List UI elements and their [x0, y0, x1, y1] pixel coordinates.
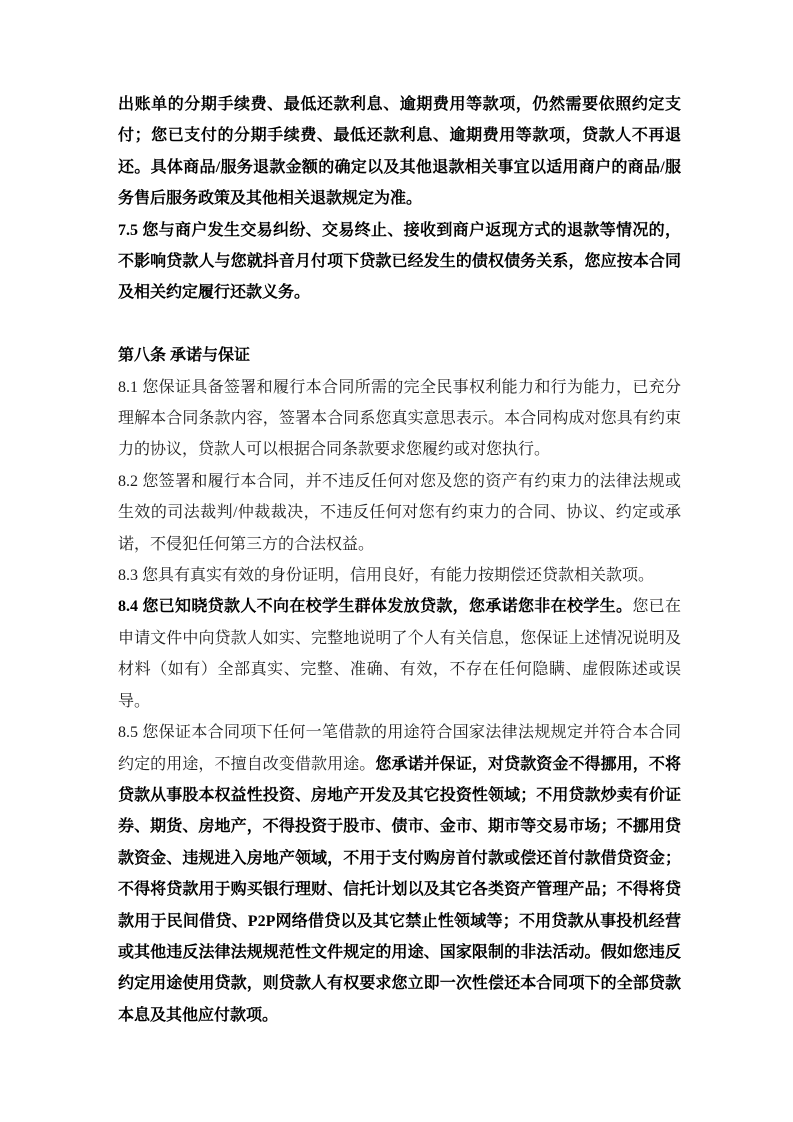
article-8-heading: [118, 340, 681, 371]
contract-page-text: [118, 89, 681, 1031]
paragraph-spacer: [118, 309, 681, 340]
clause-8-5-run-0: 8.5 您保证本合同项下任何一笔借款的用途符合国家法律法规规定并符合本合同约定的用途，不擅自改变借款用途。: [118, 724, 681, 773]
clause-8-1-run-0: 8.1 您保证具备签署和履行本合同所需的完全民事权利能力和行为能力，已充分理解本合同条款内容，签署本合同系您真实意思表示。本合同构成对您具有约束力的协议，贷款人可以根据合同条款要求您履约或对您执行。: [118, 378, 681, 459]
clause-7-4-refund-continuation-run-0: 出账单的分期手续费、最低还款利息、逾期费用等款项，仍然需要依照约定支付；您已支付的分期手续费、最低还款利息、逾期费用等款项，贷款人不再退还。具体商品/服务退款金额的确定以及其他退款相关事宜以适用商户的商品/服务售后服务政策及其他相关退款规定为准。: [118, 96, 681, 208]
article-8-heading-run-0: 第八条 承诺与保证: [118, 347, 251, 365]
clause-7-4-refund-continuation: [118, 89, 681, 215]
clause-8-5: [118, 717, 681, 1031]
clause-8-1: [118, 372, 681, 466]
clause-8-4: [118, 591, 681, 717]
clause-8-4-run-0: 8.4 您已知晓贷款人不向在校学生群体发放贷款，您承诺您非在校学生。: [118, 598, 633, 616]
clause-7-5: [118, 215, 681, 309]
clause-7-5-run-0: 7.5 您与商户发生交易纠纷、交易终止、接收到商户返现方式的退款等情况的，不影响贷款人与您就抖音月付项下贷款已经发生的债权债务关系，您应按本合同及相关约定履行还款义务。: [118, 221, 681, 302]
clause-8-2-run-0: 8.2 您签署和履行本合同，并不违反任何对您及您的资产有约束力的法律法规或生效的司法裁判/仲裁裁决，不违反任何对您有约束力的合同、协议、约定或承诺，不侵犯任何第三方的合法权益。: [118, 472, 681, 553]
clause-8-3: [118, 560, 681, 591]
clause-8-5-run-1: 您承诺并保证，对贷款资金不得挪用，不将贷款从事股本权益性投资、房地产开发及其它投资性领域；不用贷款炒卖有价证券、期货、房地产，不得投资于股市、债市、金市、期市等交易市场；不挪用贷款资金、违规进入房地产领域，不用于支付购房首付款或偿还首付款借贷资金；不得将贷款用于购买银行理财、信托计划以及其它各类资产管理产品；不得将贷款用于民间借贷、P2P网络借贷以及其它禁止性领域等；不用贷款从事投机经营或其他违反法律法规规范性文件规定的用途、国家限制的非法活动。假如您违反约定用途使用贷款，则贷款人有权要求您立即一次性偿还本合同项下的全部贷款本息及其他应付款项。: [118, 755, 681, 1024]
clause-8-2: [118, 466, 681, 560]
clause-8-3-run-0: 8.3 您具有真实有效的身份证明，信用良好，有能力按期偿还贷款相关款项。: [118, 567, 655, 585]
clause-8-4-run-1: 您已在申请文件中向贷款人如实、完整地说明了个人有关信息，您保证上述情况说明及材料（如有）全部真实、完整、准确、有效，不存在任何隐瞒、虚假陈述或误导。: [118, 598, 681, 710]
